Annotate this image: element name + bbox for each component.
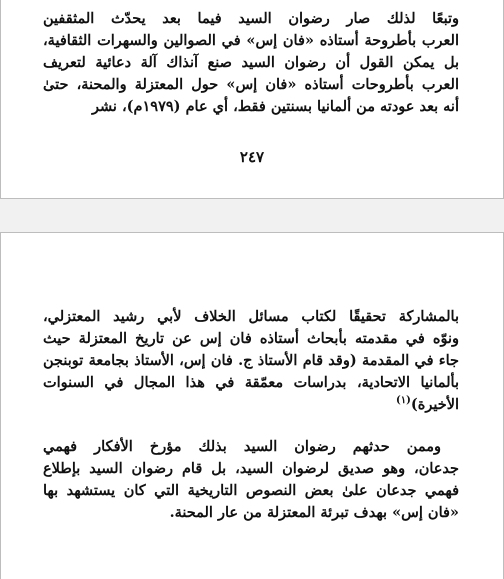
text-line: وممن حدثهم رضوان السيد بذلك مؤرخ الأفكار فهمي: [43, 438, 441, 455]
page-number: ٢٤٧: [239, 148, 265, 166]
text-line: جاء في المقدمة (وقد قام الأستاذ ج. فان إس، الأستاذ بجامعة توبنجن: [43, 352, 459, 369]
text-line: وتبعًا لذلك صار رضوان السيد فيما بعد يحدّث المثقفين: [43, 10, 459, 27]
text-line: جدعان، وهو صديق لرضوان السيد، بل قام رضوان السيد بإطلاع: [43, 460, 459, 477]
page-separator: [0, 199, 504, 233]
text-line: بالمشاركة تحقيقًا لكتاب مسائل الخلاف لأبي رشيد المعتزلي،: [43, 308, 459, 325]
text-line: أنه بعد عودته من ألمانيا بسنتين فقط، أي عام (١٩٧٩م)، نشر: [91, 98, 459, 115]
bottom-page: [0, 233, 504, 579]
text-line: بألمانيا الاتحادية، بدراسات معمّقة في هذا المجال في السنوات: [43, 374, 459, 391]
text-line: «فان إس» بهدف تبرئة المعتزلة من عار المحنة.: [169, 504, 459, 521]
text-line-content: الأخيرة): [410, 396, 459, 413]
text-line: العرب بأطروحة أستاذه «فان إس» في الصوالين والسهرات الثقافية،: [43, 32, 459, 49]
top-page-text: [43, 8, 459, 118]
paragraph-1: [43, 306, 459, 416]
text-line: فهمي جدعان علىٰ بعض النصوص التاريخية التي كان يستشهد بها: [43, 482, 459, 499]
text-line: العرب بأطروحات أستاذه «فان إس» حول المعتزلة والمحنة، حتىٰ: [43, 76, 459, 93]
top-page: [0, 0, 504, 199]
text-line: بل يمكن القول أن رضوان السيد صنع آنذاك آلة دعائية لتعريف: [43, 54, 459, 71]
text-line: ونوّه في مقدمته بأبحاث أستاذه فان إس عن تاريخ المعتزلة حيث: [43, 330, 459, 347]
footnote-reference[interactable]: (١): [396, 395, 411, 407]
text-line: [43, 394, 459, 416]
paragraph-2: [43, 436, 459, 524]
